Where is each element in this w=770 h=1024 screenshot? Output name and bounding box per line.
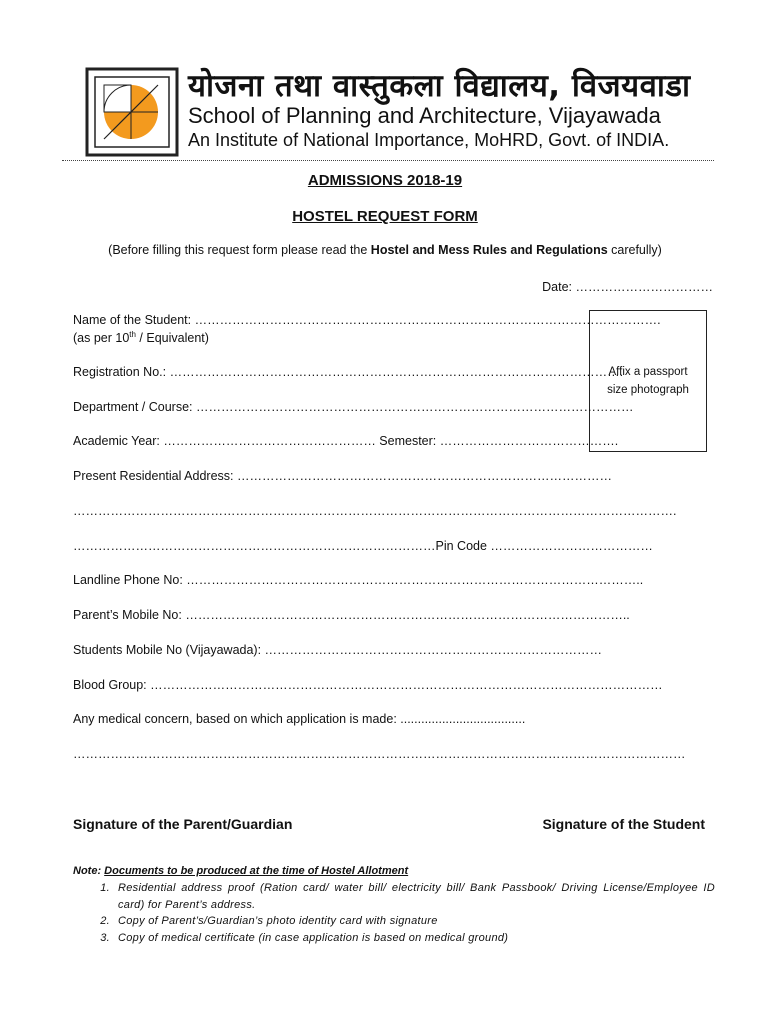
date-field[interactable]: Date: …………………………… <box>542 280 713 294</box>
parent-mobile-field[interactable]: Parent’s Mobile No: …………………………………………………………………………………………….. <box>73 608 630 622</box>
photo-label-line2: size photograph <box>607 384 689 396</box>
photo-placeholder <box>589 310 707 452</box>
student-name-field[interactable]: Name of the Student: …………………………………………………………………………………………………. <box>73 313 661 327</box>
medical-concern-line-2[interactable]: ………………………………………………………………………………………………………………………………… <box>73 747 686 761</box>
list-item: 3. Copy of medical certificate (in case application is based on medical ground) <box>100 931 509 944</box>
institute-subtitle: An Institute of National Importance, MoHRD, Govt. of INDIA. <box>188 130 670 150</box>
list-item: 1. Residential address proof (Ration card/ water bill/ electricity bill/ Bank Passbook/ Driving License/Employee ID card) for Parent’s address. <box>100 882 715 911</box>
medical-concern-field[interactable]: Any medical concern, based on which application is made: .................................... <box>73 712 526 726</box>
admissions-title: ADMISSIONS 2018-19 <box>307 172 463 189</box>
student-signature-label: Signature of the Student <box>542 816 705 832</box>
document-list <box>73 880 715 946</box>
institute-logo <box>84 66 180 158</box>
rules-reference: Hostel and Mess Rules and Regulations <box>370 243 608 257</box>
registration-field[interactable]: Registration No.: ………………………………………………………………………………………………. <box>73 365 624 379</box>
list-item: 2. Copy of Parent’s/Guardian’s photo identity card with signature <box>100 915 438 927</box>
instruction-text: (Before filling this request form please read the Hostel and Mess Rules and Regulations carefully) <box>108 243 662 257</box>
address-line-2[interactable]: ………………………………………………………………………………………………………………………………. <box>73 504 677 518</box>
header-divider <box>62 160 714 161</box>
parent-signature-label: Signature of the Parent/Guardian <box>73 816 293 832</box>
photo-label-line1: Affix a passport <box>608 366 688 378</box>
institute-name-english: School of Planning and Architecture, Vijayawada <box>188 103 661 128</box>
pin-code-field[interactable]: ……………………………………………………………………………Pin Code ………………………………… <box>73 539 653 553</box>
institute-name-hindi: योजना तथा वास्तुकला विद्यालय, विजयवाडा <box>188 68 691 104</box>
academic-year-semester-field[interactable]: Academic Year: …………………………………………… Semester: ……………………………………. <box>73 434 619 448</box>
address-field[interactable]: Present Residential Address: ……………………………………………………………………………… <box>73 469 612 483</box>
note-heading: Note: Documents to be produced at the time of Hostel Allotment <box>73 865 409 877</box>
landline-field[interactable]: Landline Phone No: ……………………………………………………………………………………………….. <box>73 573 644 587</box>
form-title: HOSTEL REQUEST FORM <box>292 208 478 225</box>
student-mobile-field[interactable]: Students Mobile No (Vijayawada): ……………………………………………………………………… <box>73 643 603 657</box>
student-name-note: (as per 10th / Equivalent) <box>73 330 209 346</box>
blood-group-field[interactable]: Blood Group: …………………………………………………………………………………………………………… <box>73 678 663 692</box>
department-field[interactable]: Department / Course: …………………………………………………………………………………………… <box>73 400 634 414</box>
